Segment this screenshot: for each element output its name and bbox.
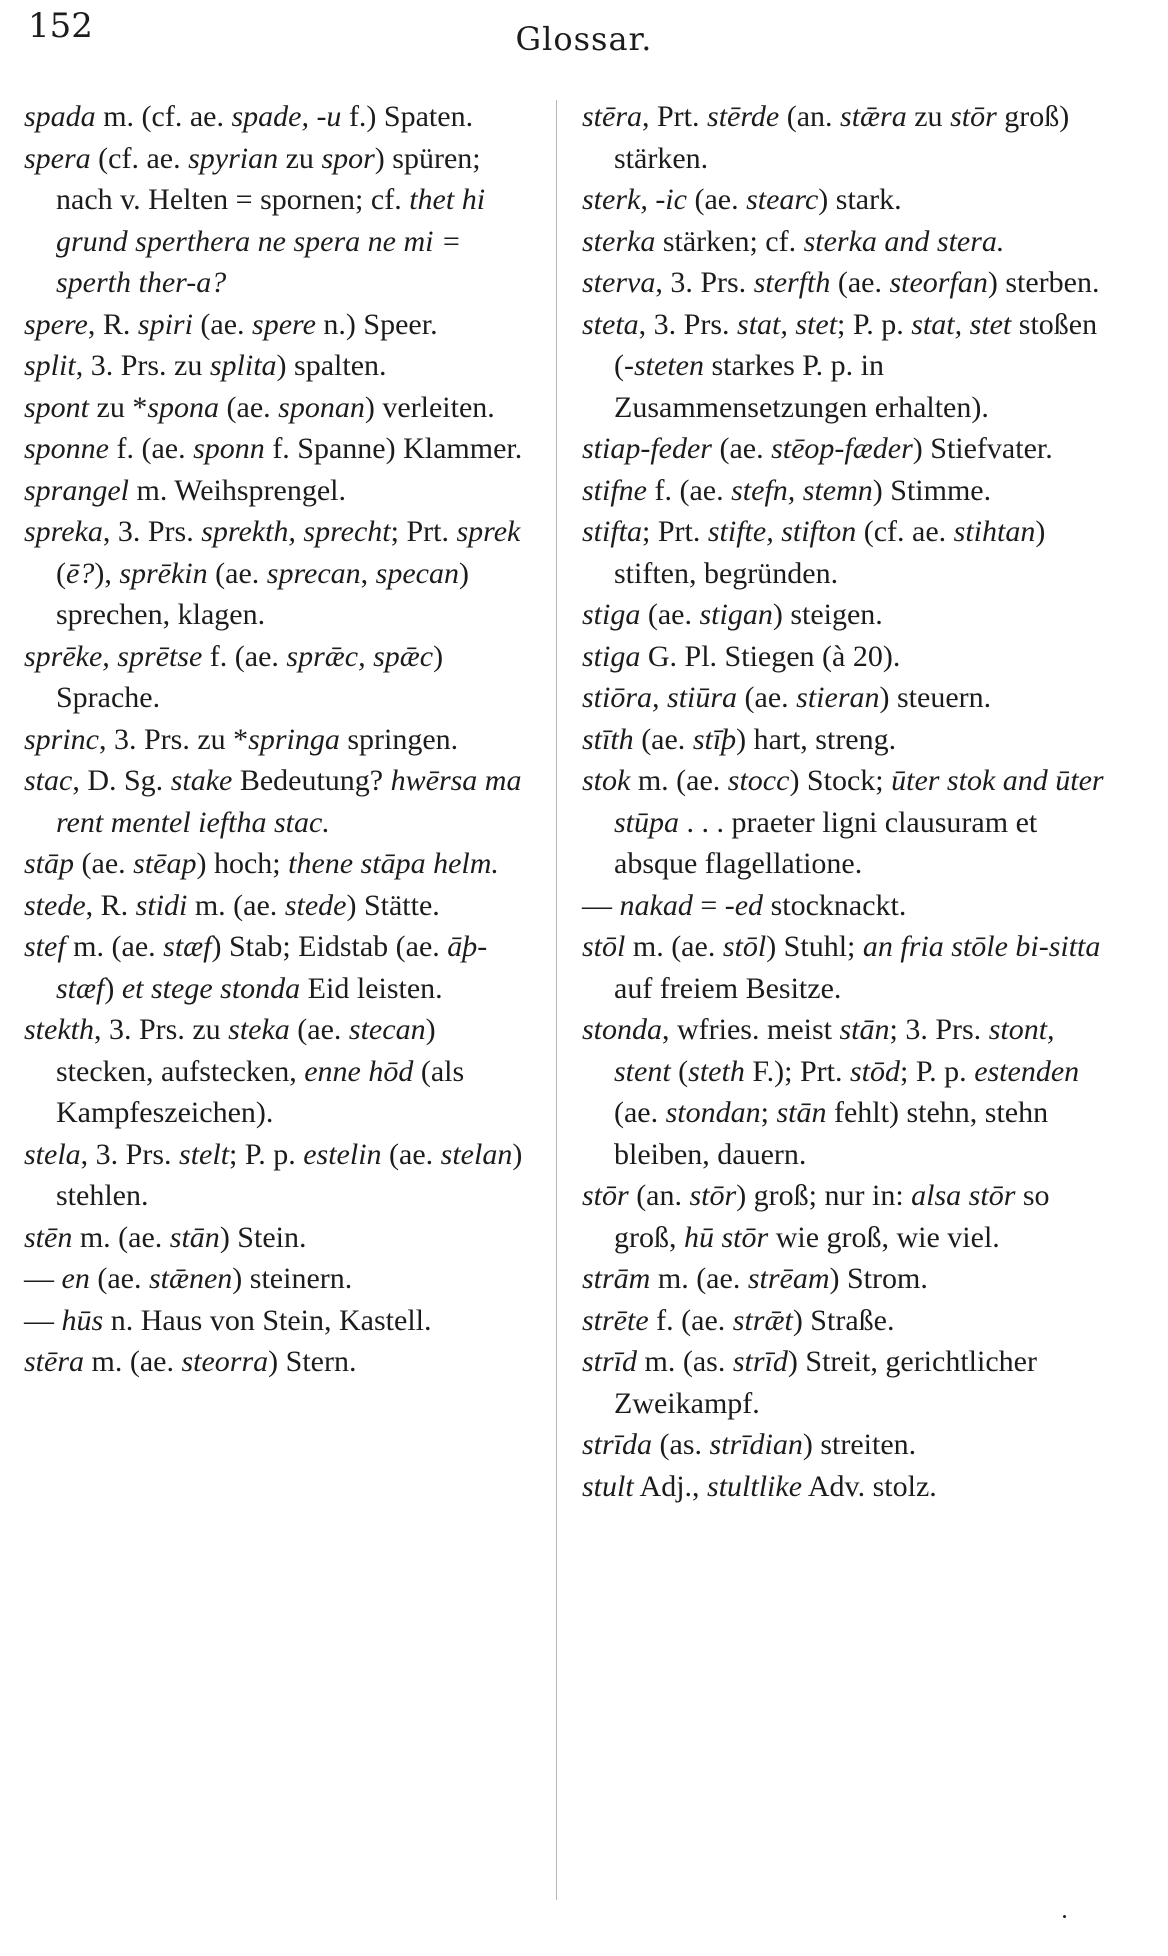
entry-text: ; P. p. <box>837 307 912 341</box>
entry-text: (ae. <box>289 1013 349 1046</box>
entry-text: stērde <box>707 100 780 133</box>
entry-text: ē? <box>66 556 95 590</box>
glossary-entry <box>24 1217 534 1259</box>
entry-text: ( <box>56 556 66 590</box>
entry-text: n. Haus von Stein, Kastell. <box>103 1303 432 1337</box>
glossary-entry <box>24 1009 534 1134</box>
entry-text: m. (ae. <box>84 1345 182 1378</box>
headword: stēra <box>24 1345 84 1378</box>
entry-text: ) Sprache. <box>56 639 444 714</box>
entry-text: ) <box>104 971 122 1005</box>
entry-text: stǣra <box>840 100 907 133</box>
entry-text: (cf. ae. <box>90 141 189 175</box>
entry-text: ) sterben. <box>987 266 1100 299</box>
entry-text: stān <box>169 1220 220 1254</box>
entry-text: ) steinern. <box>232 1262 353 1295</box>
entry-text: (ae. <box>830 266 890 299</box>
headword: stonda <box>582 1013 663 1046</box>
entry-text: , 3. Prs. zu <box>93 1013 229 1046</box>
entry-text: ) Stern. <box>268 1345 357 1378</box>
entry-text: hū stōr <box>684 1220 769 1254</box>
entry-text: m. (as. <box>637 1345 733 1378</box>
headword: sponne <box>24 432 109 465</box>
entry-text: m. (ae. <box>65 930 164 963</box>
entry-text: m. (ae. <box>187 888 285 922</box>
headword: split <box>24 349 76 382</box>
entry-text: ) steigen. <box>772 598 883 631</box>
entry-text: ) stark. <box>818 183 902 216</box>
headword: stok <box>582 764 631 797</box>
entry-text: stǣnen <box>148 1262 233 1295</box>
headword: stede <box>24 888 86 922</box>
entry-text: f. (ae. <box>647 473 732 507</box>
glossary-entry <box>24 1258 534 1300</box>
entry-text: hūs <box>61 1303 104 1337</box>
glossary-entry <box>24 304 534 346</box>
entry-text: Adj., <box>633 1469 708 1503</box>
entry-text: spade, -u <box>231 100 342 133</box>
entry-text: ) sprechen, klagen. <box>56 556 469 631</box>
entry-text: = <box>692 888 725 922</box>
entry-text: strǣt <box>732 1303 793 1337</box>
left-column <box>24 96 534 1383</box>
glossary-entry <box>24 1300 534 1342</box>
headword: sprēke, sprētse <box>24 639 203 673</box>
entry-text: ) Stab; Eidstab (ae. <box>211 930 448 963</box>
entry-text: ( <box>670 1054 689 1088</box>
headword: sprangel <box>24 473 129 507</box>
entry-text: ūter stok and ūter stūpa <box>614 764 1104 839</box>
entry-text: stōr <box>689 1179 737 1212</box>
entry-text: sprecan <box>266 556 361 590</box>
glossary-entry <box>24 1134 534 1217</box>
entry-text: (ae. <box>614 1096 666 1129</box>
entry-text: , R. <box>85 888 136 922</box>
entry-text: (ae. <box>89 1262 149 1295</box>
entry-text: (an. <box>779 100 841 133</box>
glossary-entry <box>582 719 1112 761</box>
glossary-entry <box>24 511 534 636</box>
entry-text: m. (ae. <box>625 930 723 963</box>
entry-text: groß) stärken. <box>614 100 1070 175</box>
entry-text: stelt <box>179 1137 230 1171</box>
entry-text: stat, stet <box>737 307 838 341</box>
entry-text: ) Stuhl; <box>766 930 863 963</box>
entry-text: starkes P. p. in Zusammensetzungen erhalten). <box>614 349 989 424</box>
glossary-entry <box>24 1341 534 1383</box>
headword: strēte <box>582 1303 649 1337</box>
entry-text: ) hoch; <box>196 847 289 880</box>
glossary-entry <box>24 96 534 138</box>
headword: stiap-feder <box>582 432 712 465</box>
entry-text: ) Stätte. <box>346 888 440 922</box>
headword: sprinc <box>24 722 99 756</box>
entry-text: thene stāpa helm. <box>288 847 499 880</box>
headword: stōl <box>582 930 626 963</box>
glossary-entry <box>582 96 1112 179</box>
entry-text: stelan <box>440 1137 513 1171</box>
entry-text: ) spüren; nach v. Helten = spornen; cf. <box>56 141 481 216</box>
entry-text: , <box>360 556 376 590</box>
entry-text: stärken; cf. <box>655 224 804 258</box>
headword: stult <box>582 1469 634 1503</box>
entry-text: stifte, stifton <box>707 515 857 548</box>
entry-text: stōl <box>722 930 767 963</box>
entry-text: f. (ae. <box>109 432 194 465</box>
entry-text: -ed <box>724 888 764 922</box>
glossary-entry <box>582 179 1112 221</box>
entry-text: spona <box>147 390 220 424</box>
entry-text: (ae. <box>640 598 700 631</box>
entry-text: ; P. p. <box>899 1054 975 1088</box>
entry-text: m. Weihsprengel. <box>129 473 346 507</box>
headword: stōr <box>582 1179 629 1212</box>
entry-text: stēap <box>133 847 197 880</box>
glossary-entry <box>582 1341 1112 1424</box>
entry-text: stīþ <box>692 722 737 756</box>
entry-text: strīd <box>732 1345 788 1378</box>
glossary-entry <box>24 636 534 719</box>
glossary-entry <box>24 387 534 429</box>
entry-text: ) verleiten. <box>364 390 495 424</box>
entry-text: ) streiten. <box>802 1428 917 1461</box>
entry-text: hwērsa ma rent mentel ieftha stac. <box>56 764 522 839</box>
headword: stekth <box>24 1013 94 1046</box>
glossary-entry <box>582 636 1112 678</box>
glossary-entry <box>582 926 1112 1009</box>
entry-text: Eid leisten. <box>300 971 443 1005</box>
entry-text: ) spalten. <box>276 349 387 382</box>
headword: strīd <box>582 1345 638 1378</box>
entry-text: ) Stock; <box>789 764 892 797</box>
entry-text: stont, stent <box>614 1013 1055 1088</box>
entry-text: (cf. ae. <box>856 515 954 548</box>
entry-text: stat, stet <box>911 307 1012 341</box>
entry-text: specan <box>375 556 459 590</box>
glossary-entry <box>582 1175 1112 1258</box>
entry-text: (als Kampfeszeichen). <box>56 1054 465 1129</box>
entry-text: F.); Prt. <box>744 1054 850 1088</box>
page-number: 152 <box>28 6 93 46</box>
entry-text: ) Stimme. <box>872 473 992 507</box>
entry-text: stān <box>839 1013 890 1046</box>
entry-text: thet hi grund sperthera ne spera ne mi = sperth ther-a? <box>56 183 486 299</box>
entry-text: ) Strom. <box>829 1262 928 1295</box>
entry-text: sprek <box>456 515 521 548</box>
entry-text: estenden <box>974 1054 1080 1088</box>
entry-text: ) Streit, gerichtlicher Zweikampf. <box>614 1345 1037 1420</box>
entry-text: , R. <box>87 307 138 341</box>
glossary-entry <box>24 470 534 512</box>
headword: stef <box>24 930 66 963</box>
entry-text: — <box>24 1303 62 1337</box>
entry-text: steorra <box>181 1345 269 1378</box>
headword: sterka <box>582 224 656 258</box>
headword: stīth <box>582 722 634 756</box>
entry-text: G. Pl. Stiegen (à 20). <box>640 639 901 673</box>
glossary-entry <box>582 594 1112 636</box>
entry-text: ) stecken, aufstecken, <box>56 1013 436 1088</box>
glossary-entry <box>582 1009 1112 1175</box>
entry-text: sprǣc, spǣc <box>286 639 434 673</box>
entry-text: , 3. Prs. <box>102 515 202 548</box>
entry-text: enne hōd <box>304 1054 414 1088</box>
entry-text: m. (ae. <box>72 1220 170 1254</box>
entry-text: spere <box>252 307 316 341</box>
headword: stac <box>24 764 73 797</box>
headword: strīda <box>582 1428 653 1461</box>
headword: stifne <box>582 473 647 507</box>
entry-text: ; <box>760 1096 777 1129</box>
column-divider <box>556 100 557 1900</box>
entry-text: stede <box>284 888 347 922</box>
entry-text: (an. <box>628 1179 690 1212</box>
entry-text: estelin <box>303 1137 382 1171</box>
glossary-entry <box>24 138 534 304</box>
glossary-entry <box>24 428 534 470</box>
entry-text: stihtan <box>953 515 1036 548</box>
entry-text: stocc <box>727 764 790 797</box>
entry-text: en <box>61 1262 90 1295</box>
entry-text: (ae. <box>74 847 134 880</box>
glossary-entry <box>582 470 1112 512</box>
right-column <box>582 96 1112 1507</box>
glossary-entry <box>24 843 534 885</box>
entry-text: ) steuern. <box>879 681 992 714</box>
glossary-entry <box>582 428 1112 470</box>
headword: spont <box>24 390 90 424</box>
glossary-entry <box>582 885 1112 927</box>
entry-text: , 3. Prs. zu * <box>99 722 249 756</box>
headword: spreka <box>24 515 103 548</box>
entry-text: stidi <box>135 888 188 922</box>
entry-text: steorfan <box>889 266 988 299</box>
entry-text: m. (ae. <box>630 764 728 797</box>
entry-text: ) Stiefvater. <box>912 432 1053 465</box>
entry-text: , Prt. <box>642 100 708 133</box>
entry-text: (ae. <box>381 1137 441 1171</box>
headword: sterva <box>582 266 656 299</box>
headword: stiga <box>582 598 641 631</box>
entry-text: stoßen ( <box>614 307 1098 382</box>
entry-text: sponan <box>278 390 365 424</box>
entry-text: fehlt) stehn, stehn bleiben, dauern. <box>614 1096 1049 1171</box>
glossary-entry <box>582 1466 1112 1508</box>
entry-text: stān <box>776 1096 827 1129</box>
glossary-entry <box>582 221 1112 263</box>
entry-text: , 3. Prs. <box>655 266 754 299</box>
entry-text: stondan <box>665 1096 761 1129</box>
entry-text: zu <box>278 141 322 175</box>
entry-text: so groß, <box>614 1179 1050 1254</box>
entry-text: (ae. <box>737 681 797 714</box>
entry-text: stēop-fæder <box>771 432 913 465</box>
entry-text: stocknackt. <box>763 888 907 922</box>
entry-text: stōr <box>950 100 997 133</box>
headword: stēra <box>582 100 642 133</box>
headword: sterk, -ic <box>582 183 687 216</box>
glossary-entry <box>582 1300 1112 1342</box>
headword: stāp <box>24 847 75 880</box>
entry-text: spor <box>321 141 375 175</box>
entry-text: springen. <box>339 722 459 756</box>
headword: steta <box>582 307 639 341</box>
entry-text: , 3. Prs. <box>80 1137 180 1171</box>
entry-text: Adv. stolz. <box>802 1469 937 1503</box>
entry-text: auf freiem Besitze. <box>614 971 842 1005</box>
glossary-entry <box>582 1424 1112 1466</box>
entry-text: nakad <box>619 888 693 922</box>
entry-text: f. Spanne) Klammer. <box>264 432 523 465</box>
glossary-entry <box>582 760 1112 885</box>
entry-text: wie groß, wie viel. <box>768 1220 1000 1254</box>
entry-text: steka <box>228 1013 290 1046</box>
headword: spere <box>24 307 88 341</box>
entry-text: ) stiften, begründen. <box>614 515 1046 590</box>
entry-text: stieran <box>796 681 880 714</box>
page-mark: ˙ <box>1058 1912 1071 1942</box>
entry-text: stefn, stemn <box>731 473 873 507</box>
entry-text: , 3. Prs. <box>638 307 738 341</box>
entry-text: m. (cf. ae. <box>95 100 232 133</box>
entry-text: sprēkin <box>119 556 208 590</box>
entry-text: — <box>24 1262 62 1295</box>
glossary-entry <box>24 926 534 1009</box>
headword: stēn <box>24 1220 73 1254</box>
entry-text: ) Straße. <box>792 1303 895 1337</box>
entry-text: an fria stōle bi-sitta <box>862 930 1101 963</box>
entry-text: f. (ae. <box>202 639 287 673</box>
entry-text: stake <box>170 764 233 797</box>
entry-text: strīdian <box>709 1428 803 1461</box>
entry-text: stultlike <box>707 1469 803 1503</box>
entry-text: f. (ae. <box>648 1303 733 1337</box>
entry-text: , 3. Prs. zu <box>75 349 210 382</box>
entry-text: ) Stein. <box>219 1220 307 1254</box>
entry-text: (ae. <box>219 390 279 424</box>
glossary-entry <box>24 345 534 387</box>
entry-text: (ae. <box>633 722 693 756</box>
entry-text: — <box>582 888 620 922</box>
glossary-entry <box>582 677 1112 719</box>
running-head: Glossar. <box>515 20 653 58</box>
entry-text: zu <box>906 100 951 133</box>
entry-text: sterka and stera. <box>803 224 1005 258</box>
headword: stiga <box>582 639 641 673</box>
entry-text: springa <box>248 722 340 756</box>
entry-text: stigan <box>699 598 773 631</box>
entry-text: splita <box>209 349 277 382</box>
entry-text: (ae. <box>207 556 267 590</box>
entry-text: sterfth <box>753 266 831 299</box>
glossary-entry <box>582 1258 1112 1300</box>
entry-text: stearc <box>746 183 819 216</box>
entry-text: ; Prt. <box>642 515 708 548</box>
entry-text: stōd <box>849 1054 900 1088</box>
entry-text: et stege stonda <box>121 971 301 1005</box>
entry-text: (ae. <box>711 432 772 465</box>
entry-text: -steten <box>624 349 704 382</box>
entry-text: m. (ae. <box>650 1262 748 1295</box>
entry-text: sprekth, sprecht <box>201 515 391 548</box>
entry-text: Bedeutung? <box>232 764 391 797</box>
headword: stifta <box>582 515 643 548</box>
headword: stela <box>24 1137 81 1171</box>
entry-text: alsa stōr <box>911 1179 1016 1212</box>
entry-text: āþ-stæf <box>56 930 488 1005</box>
entry-text: , D. Sg. <box>72 764 171 797</box>
entry-text: zu * <box>89 390 148 424</box>
headword: stiōra, stiūra <box>582 681 738 714</box>
entry-text: (ae. <box>192 307 253 341</box>
entry-text: ) groß; nur in: <box>736 1179 912 1212</box>
glossary-entry <box>24 760 534 843</box>
entry-text: stecan <box>348 1013 426 1046</box>
entry-text: f.) Spaten. <box>341 100 474 133</box>
entry-text: ), <box>94 556 120 590</box>
entry-text: (ae. <box>686 183 747 216</box>
entry-text: spiri <box>137 307 193 341</box>
entry-text: steth <box>688 1054 745 1088</box>
entry-text: ; P. p. <box>229 1137 304 1171</box>
glossary-entry <box>582 262 1112 304</box>
entry-text: ) hart, streng. <box>736 722 897 756</box>
entry-text: (as. <box>652 1428 710 1461</box>
glossary-entry <box>24 719 534 761</box>
entry-text: ) stehlen. <box>56 1137 523 1212</box>
glossary-entry <box>582 304 1112 429</box>
entry-text: . . . praeter ligni clausuram et absque flagellatione. <box>614 805 1038 880</box>
headword: spera <box>24 141 91 175</box>
glossary-entry <box>582 511 1112 594</box>
entry-text: strēam <box>747 1262 830 1295</box>
entry-text: , wfries. meist <box>662 1013 840 1046</box>
entry-text: sponn <box>193 432 265 465</box>
glossary-entry <box>24 885 534 927</box>
entry-text: ; Prt. <box>390 515 457 548</box>
headword: spada <box>24 100 96 133</box>
entry-text: n.) Speer. <box>315 307 438 341</box>
entry-text: ; 3. Prs. <box>889 1013 989 1046</box>
headword: strām <box>582 1262 651 1295</box>
entry-text: stæf <box>163 930 212 963</box>
entry-text: spyrian <box>188 141 279 175</box>
